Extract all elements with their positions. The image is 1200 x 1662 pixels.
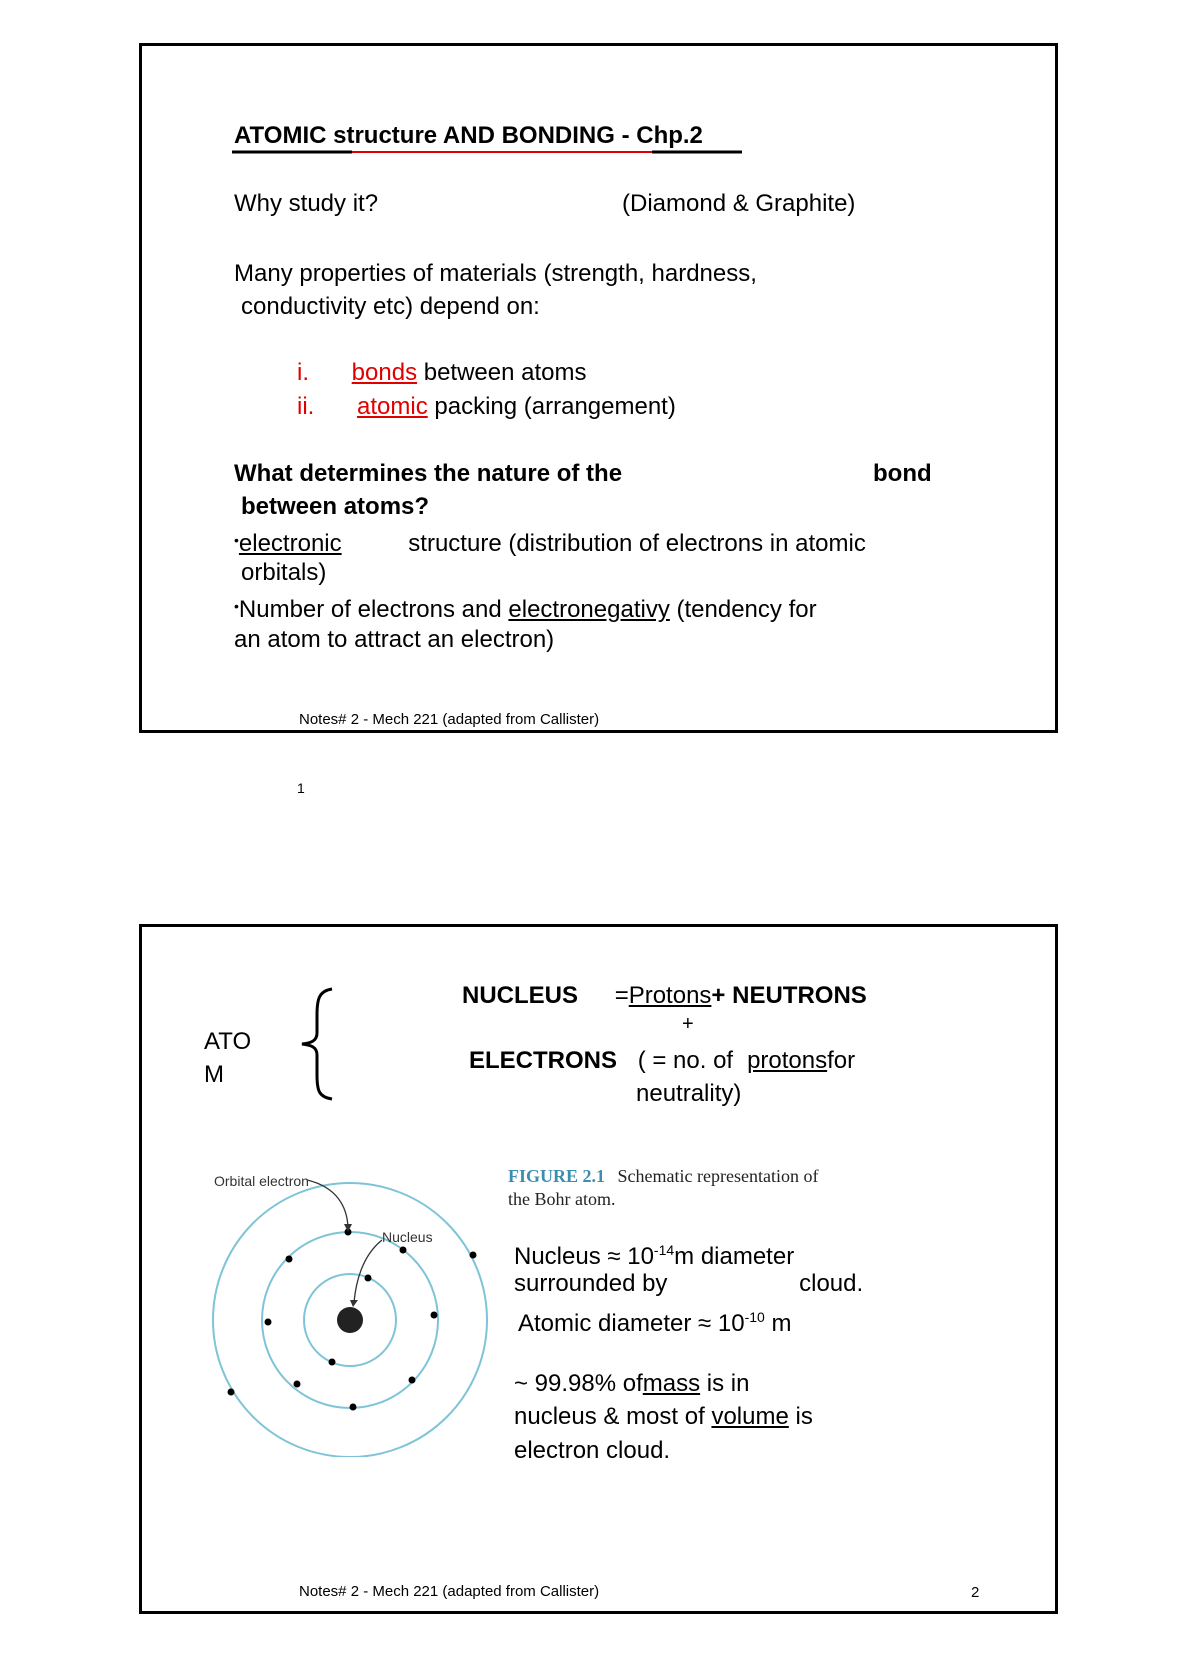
bullet2-b: (tendency for — [676, 596, 817, 623]
volume-line: nucleus & most of volume is — [514, 1403, 813, 1430]
list-marker: i. — [297, 359, 309, 386]
atomic-diameter: Atomic diameter ≈ $10^{-10}$ m — [518, 1309, 792, 1337]
bullet-1-cont: orbitals) — [241, 559, 327, 586]
volume-blank: volume — [711, 1403, 789, 1430]
bullet-2 — [234, 589, 817, 627]
plus-neutrons: + NEUTRONS — [711, 982, 867, 1009]
list-blank: bonds — [351, 359, 418, 386]
slide2-footer: Notes# 2 - Mech 221 (adapted from Callister) — [299, 1583, 600, 1600]
bullet-1 — [234, 523, 866, 561]
atom-label-2: M — [204, 1061, 224, 1088]
nucleus-dot — [337, 1307, 363, 1333]
mass-blank: mass — [642, 1370, 701, 1397]
why-study: Why study it? — [234, 190, 379, 217]
bullet1-text: structure (distribution of electrons in atomic — [408, 530, 866, 557]
bullet2-a: Number of electrons and — [238, 596, 502, 623]
atom-label-1: ATO — [204, 1028, 252, 1055]
nucleus-size: Nucleus ≈ $10^{-14}m$ diameter — [514, 1242, 795, 1270]
nucleus-fig-label: Nucleus — [382, 1229, 433, 1245]
bullet-icon: • — [234, 532, 239, 548]
curly-brace-icon — [297, 987, 337, 1102]
nucleus-label: NUCLEUS — [462, 982, 579, 1009]
question-line-1b: bond — [873, 460, 932, 487]
question-line-1a: What determines the nature of the — [234, 460, 623, 487]
bullet-2-cont: an atom to attract an electron) — [234, 626, 555, 653]
page-number-1: 1 — [297, 780, 305, 796]
protons-blank: Protons — [628, 982, 712, 1009]
list-item-2 — [297, 390, 676, 424]
electrons-label: ELECTRONS — [469, 1047, 618, 1074]
properties-line-2: conductivity etc) depend on: — [241, 293, 540, 320]
list-text: packing (arrangement) — [434, 393, 676, 420]
bullet2-blank: electronegativy — [508, 596, 670, 623]
slide1-footer: Notes# 2 - Mech 221 (adapted from Callister) — [299, 711, 600, 728]
nucleus-line — [462, 979, 867, 1013]
bohr-atom-figure — [197, 1152, 507, 1457]
figure-caption-2: the Bohr atom. — [508, 1189, 616, 1209]
mass-line: ~ 99.98% ofmass is in — [514, 1370, 750, 1397]
electron-cloud-line: electron cloud. — [514, 1437, 671, 1464]
slide-1 — [139, 43, 1058, 733]
list-marker: ii. — [297, 393, 315, 420]
why-note: (Diamond & Graphite) — [622, 190, 856, 217]
electrons-for: for — [827, 1047, 856, 1074]
list-item-1 — [297, 356, 587, 390]
question-line-2: between atoms? — [241, 493, 430, 520]
slide-2 — [139, 924, 1058, 1614]
nucleus-eq: = — [614, 982, 629, 1009]
list-blank: atomic — [357, 393, 428, 420]
slide1-title: ATOMIC structure AND BONDING - Chp.2 — [234, 122, 703, 149]
plus-sign: + — [682, 1013, 694, 1035]
neutrality: neutrality) — [636, 1080, 742, 1107]
electrons-line — [469, 1044, 855, 1078]
figure-caption-text: Schematic representation of — [617, 1166, 819, 1186]
title-underline — [232, 150, 752, 156]
figure-caption — [508, 1165, 818, 1187]
page-number-2: 2 — [971, 1584, 980, 1601]
bullet-icon: • — [234, 598, 239, 614]
surrounded-line: surrounded by cloud. — [514, 1270, 864, 1297]
orbital-electron-label: Orbital electron — [214, 1173, 309, 1189]
electrons-paren: ( = no. of — [637, 1047, 734, 1074]
electrons-protons-blank: protons — [747, 1047, 828, 1074]
bullet1-blank: electronic — [238, 530, 342, 557]
figure-caption-lead: FIGURE 2.1 — [508, 1166, 606, 1186]
list-text: between atoms — [423, 359, 587, 386]
properties-line-1: Many properties of materials (strength, hardness, — [234, 260, 757, 287]
